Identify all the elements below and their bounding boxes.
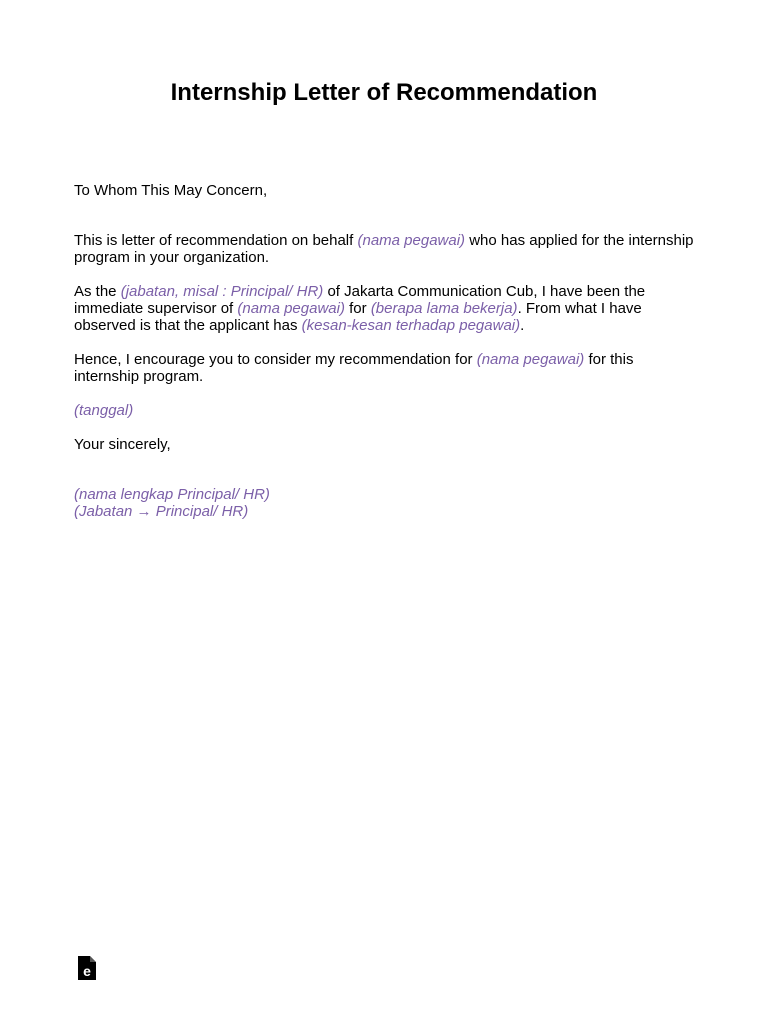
placeholder-date: (tanggal) [74,402,134,419]
letter-title: Internship Letter of Recommendation [170,79,598,106]
position-suffix: Principal/ HR) [151,503,249,520]
p2-text-3: for [344,300,371,317]
p2-text-2: of Jakarta Communication Cub, I have been the immediate supervisor of [74,283,646,317]
placeholder-employee-name: (nama pegawai) [476,351,585,368]
placeholder-employee-name: (nama pegawai) [357,232,466,249]
placeholder-signer-name: (nama lengkap Principal/ HR) [74,486,270,503]
placeholder-employee-name: (nama pegawai) [237,300,345,317]
p2-text-1: As the [74,283,121,300]
paragraph-recommendation [74,351,694,385]
paragraph-supervisor [74,283,694,334]
closing: Your sincerely, [74,436,171,453]
p1-text-2: who has applied for the internship program in your organization. [74,232,694,266]
placeholder-signer-position [74,503,694,520]
placeholder-impressions: (kesan-kesan terhadap pegawai) [301,317,521,334]
p2-text-4: . From what I have observed is that the applicant has [74,300,642,334]
position-prefix: (Jabatan [74,503,137,520]
svg-text:e: e [83,963,91,979]
placeholder-position: (jabatan, misal : Principal/ HR) [120,283,324,300]
p2-text-5: . [520,317,525,334]
placeholder-work-duration: (berapa lama bekerja) [370,300,518,317]
p3-text-1: Hence, I encourage you to consider my recommendation for [74,351,477,368]
p1-text-1: This is letter of recommendation on behalf [74,232,358,249]
greeting: To Whom This May Concern, [74,182,268,199]
p3-text-2: for this internship program. [74,351,634,385]
paragraph-applicant [74,232,694,266]
eforms-logo-icon [78,956,96,980]
letter-body [74,182,694,520]
arrow-icon: → [136,503,152,520]
